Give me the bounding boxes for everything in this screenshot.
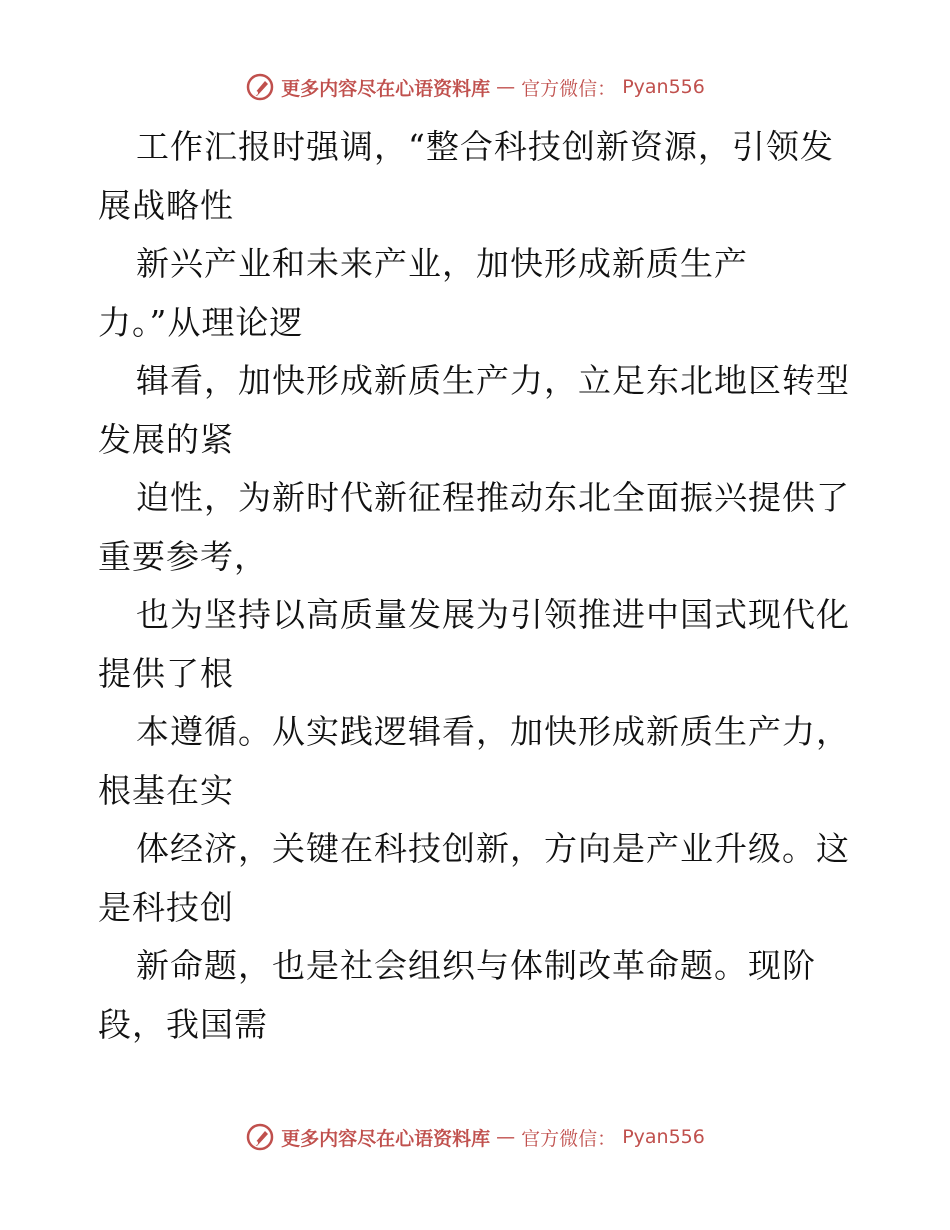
text-line: 是科技创 xyxy=(98,887,234,927)
text-line: 重要参考， xyxy=(98,536,268,576)
text-line: 迫性，为新时代新征程推动东北全面振兴提供了 xyxy=(136,478,850,517)
header-watermark-dash: — xyxy=(496,76,516,98)
text-line: 工作汇报时强调，“整合科技创新资源，引领发 xyxy=(136,127,834,166)
text-line: 辑看，加快形成新质生产力，立足东北地区转型 xyxy=(136,361,850,400)
text-line: 发展的紧 xyxy=(98,419,234,459)
text-line: 本遵循。从实践逻辑看，加快形成新质生产力， xyxy=(136,712,850,751)
pen-nib-logo-icon xyxy=(245,72,275,102)
text-line: 体经济，关键在科技创新，方向是产业升级。这 xyxy=(136,829,850,868)
header-watermark-wechat-label: 官方微信： xyxy=(521,77,617,100)
document-body xyxy=(98,118,858,1054)
footer-watermark-title: 更多内容尽在心语资料库 xyxy=(281,1127,491,1150)
footer-watermark-wechat-label: 官方微信： xyxy=(521,1127,617,1150)
text-line: 也为坚持以高质量发展为引领推进中国式现代化 xyxy=(136,595,850,634)
text-line: 新兴产业和未来产业，加快形成新质生产 xyxy=(136,244,748,283)
text-line: 段，我国需 xyxy=(98,1004,268,1044)
text-line: 力。”从理论逻 xyxy=(98,302,304,342)
pen-nib-logo-icon xyxy=(245,1122,275,1152)
footer-watermark-wechat-id: Pyan556 xyxy=(622,1126,705,1148)
header-watermark-wechat-id: Pyan556 xyxy=(622,76,705,98)
footer-watermark-dash: — xyxy=(496,1126,516,1148)
page-header-watermark xyxy=(0,72,950,102)
text-line: 根基在实 xyxy=(98,770,234,810)
text-line: 展战略性 xyxy=(98,185,234,225)
text-line: 提供了根 xyxy=(98,653,234,693)
text-line: 新命题，也是社会组织与体制改革命题。现阶 xyxy=(136,946,816,985)
header-watermark-title: 更多内容尽在心语资料库 xyxy=(281,77,491,100)
page-footer-watermark xyxy=(0,1122,950,1152)
